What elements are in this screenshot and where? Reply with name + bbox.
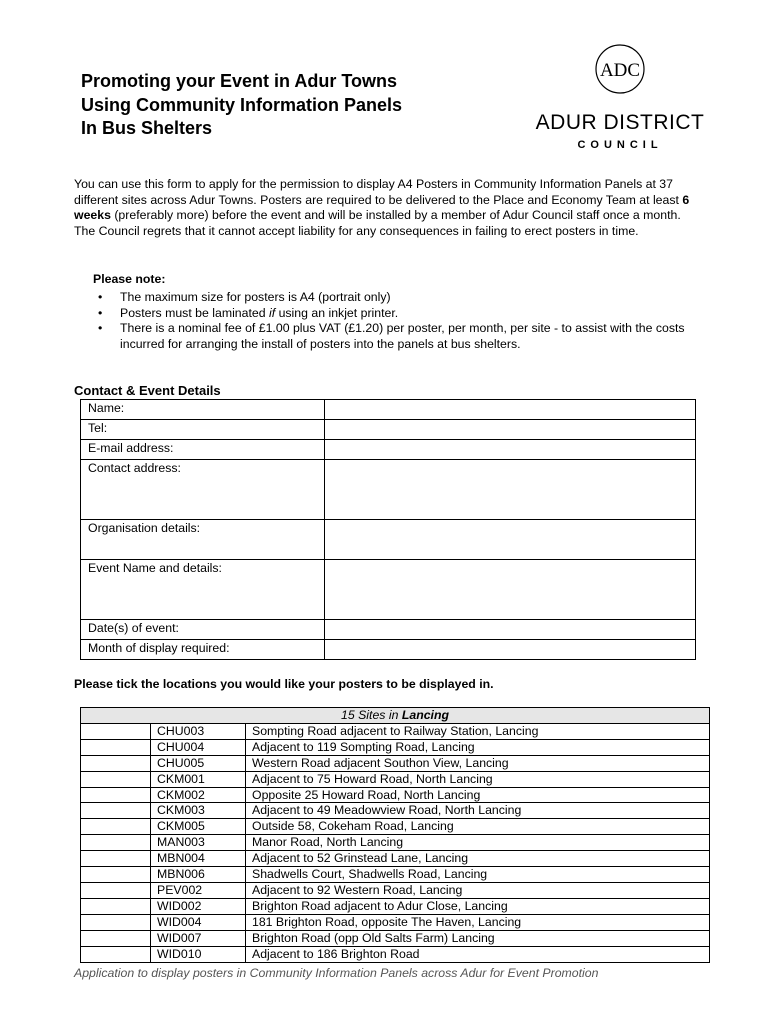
table-row <box>81 898 710 914</box>
tick-box[interactable] <box>81 851 151 867</box>
display-month-field[interactable] <box>325 640 696 660</box>
site-location: Adjacent to 49 Meadowview Road, North Lancing <box>246 803 710 819</box>
event-dates-label: Date(s) of event: <box>81 620 325 640</box>
site-location: Adjacent to 52 Grinstead Lane, Lancing <box>246 851 710 867</box>
title-line: Promoting your Event in Adur Towns <box>81 71 398 91</box>
site-location: Sompting Road adjacent to Railway Station, Lancing <box>246 723 710 739</box>
tick-box[interactable] <box>81 946 151 962</box>
sites-header: 15 Sites in Lancing <box>81 708 710 724</box>
site-code: CKM002 <box>151 787 246 803</box>
logo-mark: ADC <box>599 60 641 81</box>
site-location: Adjacent to 75 Howard Road, North Lancing <box>246 771 710 787</box>
tick-box[interactable] <box>81 882 151 898</box>
table-row <box>81 787 710 803</box>
note-heading: Please note: <box>93 272 166 286</box>
site-location: 181 Brighton Road, opposite The Haven, Lancing <box>246 914 710 930</box>
table-row <box>81 755 710 771</box>
site-location: Western Road adjacent Southon View, Lancing <box>246 755 710 771</box>
table-row <box>81 867 710 883</box>
site-location: Manor Road, North Lancing <box>246 835 710 851</box>
title-line: Using Community Information Panels <box>81 94 403 115</box>
tel-label: Tel: <box>81 420 325 440</box>
table-row <box>81 851 710 867</box>
tick-box[interactable] <box>81 867 151 883</box>
site-code: CKM003 <box>151 803 246 819</box>
tick-box[interactable] <box>81 755 151 771</box>
site-location: Brighton Road adjacent to Adur Close, Lancing <box>246 898 710 914</box>
tel-field[interactable] <box>325 420 696 440</box>
table-row <box>81 882 710 898</box>
site-code: CHU005 <box>151 755 246 771</box>
tick-box[interactable] <box>81 930 151 946</box>
page-footer: Application to display posters in Community Information Panels across Adur for Event Promotion <box>74 966 599 980</box>
site-location: Adjacent to 186 Brighton Road <box>246 946 710 962</box>
table-row <box>81 930 710 946</box>
event-details-label: Event Name and details: <box>81 560 325 620</box>
site-code: WID002 <box>151 898 246 914</box>
organisation-field[interactable] <box>325 520 696 560</box>
list-item: • There is a nominal fee of £1.00 plus VAT (£1.20) per poster, per month, per site - to assist with the costs incurred for arranging the install of posters into the panels at bus shelters. <box>98 321 685 351</box>
site-code: MBN006 <box>151 867 246 883</box>
event-details-field[interactable] <box>325 560 696 620</box>
table-row <box>81 723 710 739</box>
title-line: In Bus Shelters <box>81 118 213 138</box>
name-field[interactable] <box>325 400 696 420</box>
table-row <box>81 739 710 755</box>
logo-name: ADUR DISTRICT <box>535 111 705 134</box>
contact-address-field[interactable] <box>325 460 696 520</box>
site-location: Outside 58, Cokeham Road, Lancing <box>246 819 710 835</box>
site-location: Adjacent to 119 Sompting Road, Lancing <box>246 739 710 755</box>
page-title <box>81 70 402 141</box>
contact-table <box>80 399 696 660</box>
site-code: WID007 <box>151 930 246 946</box>
note-list <box>93 290 693 352</box>
site-code: WID004 <box>151 914 246 930</box>
contact-address-label: Contact address: <box>81 460 325 520</box>
tick-box[interactable] <box>81 739 151 755</box>
site-location: Shadwells Court, Shadwells Road, Lancing <box>246 867 710 883</box>
organisation-label: Organisation details: <box>81 520 325 560</box>
site-code: MAN003 <box>151 835 246 851</box>
tick-box[interactable] <box>81 787 151 803</box>
site-location: Opposite 25 Howard Road, North Lancing <box>246 787 710 803</box>
table-row <box>81 914 710 930</box>
tick-box[interactable] <box>81 835 151 851</box>
table-row <box>81 819 710 835</box>
tick-box[interactable] <box>81 898 151 914</box>
intro-paragraph: You can use this form to apply for the permission to display A4 Posters in Community Information Panels at 37 different sites across Adur Towns. Posters are required to be delivered to the Place and Economy Team at least 6 weeks (preferably more) before the event and will be installed by a member of Adur Council staff once a month. The Council regrets that it cannot accept liability for any consequences in failing to erect posters in time. <box>74 177 690 238</box>
site-code: PEV002 <box>151 882 246 898</box>
event-dates-field[interactable] <box>325 620 696 640</box>
site-code: CHU003 <box>151 723 246 739</box>
table-row <box>81 803 710 819</box>
email-label: E-mail address: <box>81 440 325 460</box>
email-field[interactable] <box>325 440 696 460</box>
tick-box[interactable] <box>81 771 151 787</box>
sites-table <box>80 707 710 963</box>
table-row <box>81 771 710 787</box>
display-month-label: Month of display required: <box>81 640 325 660</box>
tick-box[interactable] <box>81 819 151 835</box>
contact-heading: Contact & Event Details <box>74 383 221 398</box>
table-row <box>81 835 710 851</box>
site-code: MBN004 <box>151 851 246 867</box>
site-code: CKM001 <box>151 771 246 787</box>
name-label: Name: <box>81 400 325 420</box>
list-item: • The maximum size for posters is A4 (portrait only) <box>98 290 391 304</box>
site-code: CKM005 <box>151 819 246 835</box>
logo-sub: COUNCIL <box>577 139 663 151</box>
tick-box[interactable] <box>81 803 151 819</box>
site-location: Brighton Road (opp Old Salts Farm) Lancing <box>246 930 710 946</box>
site-code: CHU004 <box>151 739 246 755</box>
tick-box[interactable] <box>81 914 151 930</box>
list-item: • Posters must be laminated if using an inkjet printer. <box>98 305 399 320</box>
council-logo <box>520 42 720 154</box>
tick-heading: Please tick the locations you would like your posters to be displayed in. <box>74 677 494 691</box>
site-code: WID010 <box>151 946 246 962</box>
site-location: Adjacent to 92 Western Road, Lancing <box>246 882 710 898</box>
table-row <box>81 946 710 962</box>
tick-box[interactable] <box>81 723 151 739</box>
